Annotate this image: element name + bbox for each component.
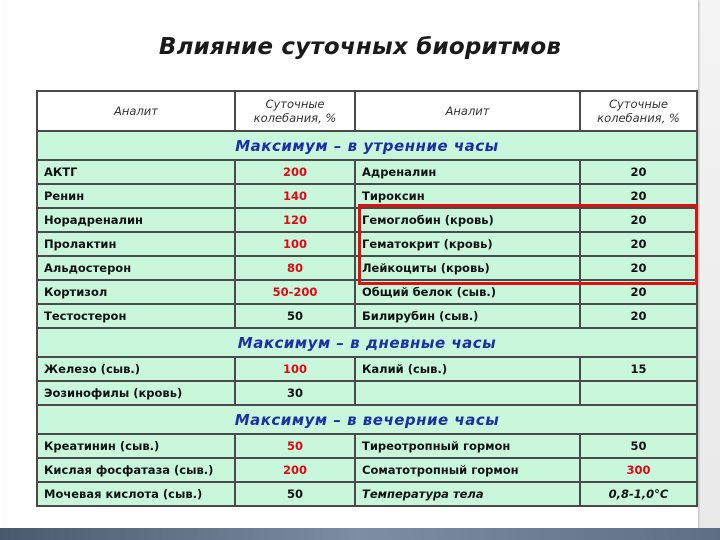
value-cell: 200	[235, 160, 355, 184]
analyte-cell: Калий (сыв.)	[355, 357, 580, 381]
value-cell: 140	[235, 184, 355, 208]
section-row-evening	[37, 405, 697, 434]
value-cell: 20	[580, 280, 697, 304]
table-row	[37, 280, 697, 304]
section-title-morning: Максимум – в утренние часы	[37, 131, 697, 160]
analyte-cell: Эозинофилы (кровь)	[37, 381, 235, 405]
analyte-cell: АКТГ	[37, 160, 235, 184]
header-analyte-1: Аналит	[37, 91, 235, 131]
value-cell: 200	[235, 458, 355, 482]
analyte-cell: Альдостерон	[37, 256, 235, 280]
table-row	[37, 357, 697, 381]
analyte-cell	[355, 381, 580, 405]
value-cell: 120	[235, 208, 355, 232]
analyte-cell: Соматотропный гормон	[355, 458, 580, 482]
value-cell: 100	[235, 357, 355, 381]
value-cell: 20	[580, 184, 697, 208]
section-title-daytime: Максимум – в дневные часы	[37, 328, 697, 357]
value-cell	[580, 381, 697, 405]
biorhythm-table	[36, 90, 698, 507]
table-row	[37, 304, 697, 328]
value-cell: 300	[580, 458, 697, 482]
value-cell: 30	[235, 381, 355, 405]
table-row	[37, 434, 697, 458]
value-cell: 20	[580, 208, 697, 232]
section-row-morning	[37, 131, 697, 160]
table-row	[37, 256, 697, 280]
header-variation-2: Суточные колебания, %	[580, 91, 697, 131]
value-cell: 20	[580, 232, 697, 256]
value-cell: 20	[580, 160, 697, 184]
value-cell: 20	[580, 256, 697, 280]
analyte-cell: Адреналин	[355, 160, 580, 184]
analyte-cell: Общий белок (сыв.)	[355, 280, 580, 304]
table-row	[37, 232, 697, 256]
analyte-cell: Лейкоциты (кровь)	[355, 256, 580, 280]
analyte-cell: Билирубин (сыв.)	[355, 304, 580, 328]
value-cell: 80	[235, 256, 355, 280]
value-cell: 100	[235, 232, 355, 256]
page-title: Влияние суточных биоритмов	[158, 34, 562, 60]
section-row-daytime	[37, 328, 697, 357]
value-cell: 0,8-1,0°С	[580, 482, 697, 506]
analyte-cell: Ренин	[37, 184, 235, 208]
table-row	[37, 184, 697, 208]
analyte-cell: Гемоглобин (кровь)	[355, 208, 580, 232]
value-cell: 15	[580, 357, 697, 381]
value-cell: 20	[580, 304, 697, 328]
table-row	[37, 160, 697, 184]
analyte-cell: Тироксин	[355, 184, 580, 208]
analyte-cell: Тиреотропный гормон	[355, 434, 580, 458]
value-cell: 50-200	[235, 280, 355, 304]
table-row	[37, 208, 697, 232]
analyte-cell: Температура тела	[355, 482, 580, 506]
value-cell: 50	[235, 482, 355, 506]
analyte-cell: Железо (сыв.)	[37, 357, 235, 381]
analyte-cell: Мочевая кислота (сыв.)	[37, 482, 235, 506]
value-cell: 50	[235, 304, 355, 328]
table-row	[37, 381, 697, 405]
section-title-evening: Максимум – в вечерние часы	[37, 405, 697, 434]
table-header-row	[37, 91, 697, 131]
analyte-cell: Кислая фосфатаза (сыв.)	[37, 458, 235, 482]
table-row	[37, 458, 697, 482]
analyte-cell: Гематокрит (кровь)	[355, 232, 580, 256]
bottom-bar	[0, 528, 720, 540]
analyte-cell: Тестостерон	[37, 304, 235, 328]
analyte-cell: Кортизол	[37, 280, 235, 304]
value-cell: 50	[235, 434, 355, 458]
analyte-cell: Норадреналин	[37, 208, 235, 232]
analyte-cell: Креатинин (сыв.)	[37, 434, 235, 458]
value-cell: 50	[580, 434, 697, 458]
analyte-cell: Пролактин	[37, 232, 235, 256]
right-margin	[700, 0, 720, 540]
header-variation-1: Суточные колебания, %	[235, 91, 355, 131]
table-row	[37, 482, 697, 506]
header-analyte-2: Аналит	[355, 91, 580, 131]
